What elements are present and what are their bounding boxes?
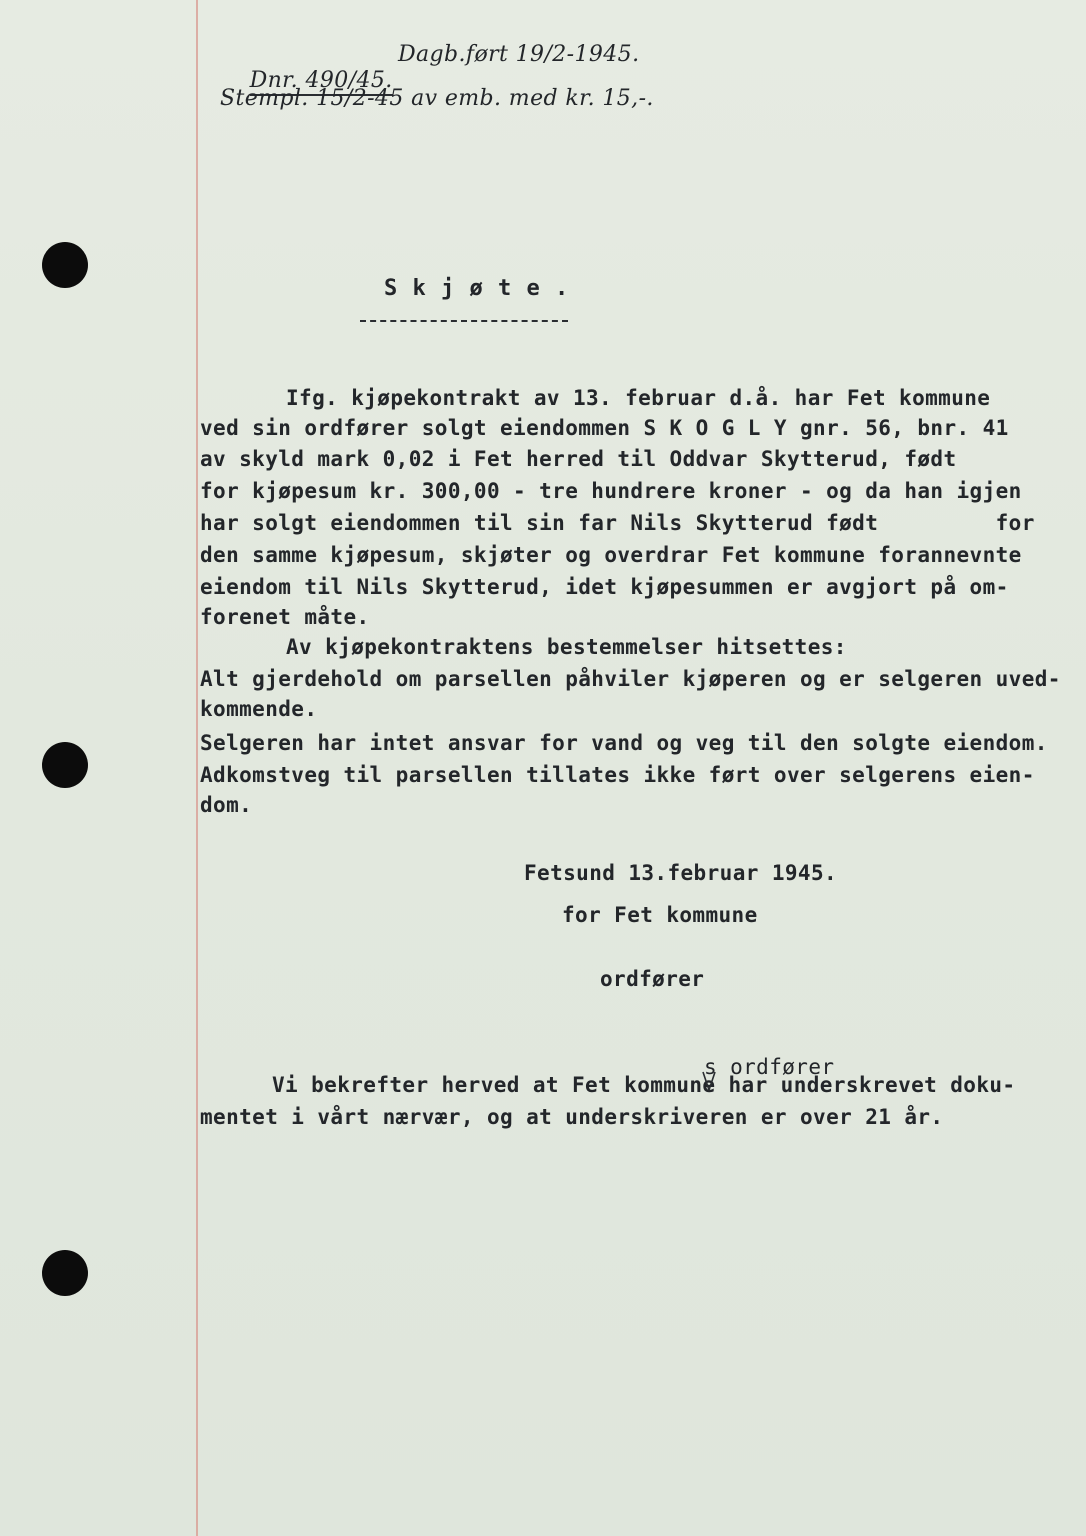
body-line-12: Selgeren har intet ansvar for vand og veg til den solgte eiendom. — [200, 731, 1048, 755]
body-line-3: av skyld mark 0,02 i Fet herred til Oddvar Skytterud, født — [200, 447, 957, 471]
body-line-2: ved sin ordfører solgt eiendommen S K O G L Y gnr. 56, bnr. 41 — [200, 416, 1009, 440]
body-line-7: eiendom til Nils Skytterud, idet kjøpesummen er avgjort på om- — [200, 575, 1009, 599]
margin-line — [196, 0, 198, 1536]
body-line-6: den samme kjøpesum, skjøter og overdrar Fet kommune forannevnte — [200, 543, 1022, 567]
punch-hole-top — [42, 242, 88, 288]
body-line-13: Adkomstveg til parsellen tillates ikke ført over selgerens eien- — [200, 763, 1035, 787]
body-line-11: kommende. — [200, 697, 318, 721]
attestation-line-2: mentet i vårt nærvær, og at underskriveren er over 21 år. — [200, 1105, 944, 1129]
header-dagb: Dagb.ført 19/2-1945. — [398, 42, 640, 67]
document-title: S k j ø t e . — [384, 276, 570, 301]
signature-place-date: Fetsund 13.februar 1945. — [524, 861, 838, 885]
body-line-10: Alt gjerdehold om parsellen påhviler kjøperen og er selgeren uved- — [200, 667, 1061, 691]
attestation-line-1: Vi bekrefter herved at Fet kommune har underskrevet doku- — [272, 1073, 1016, 1097]
body-line-5: har solgt eiendommen til sin far Nils Skytterud født for — [200, 511, 1035, 535]
signature-for: for Fet kommune — [562, 903, 758, 927]
signature-role: ordfører — [600, 967, 705, 991]
body-line-4: for kjøpesum kr. 300,00 - tre hundrere kroner - og da han igjen — [200, 479, 1022, 503]
punch-hole-middle — [42, 742, 88, 788]
header-dnr-text: Dnr. 490/45. — [250, 68, 393, 96]
body-line-9: Av kjøpekontraktens bestemmelser hitsettes: — [286, 635, 847, 659]
attestation-insert: s ordfører — [704, 1055, 835, 1079]
body-line-14: dom. — [200, 793, 253, 817]
punch-hole-bottom — [42, 1250, 88, 1296]
body-line-8: forenet måte. — [200, 605, 370, 629]
body-line-1: Ifg. kjøpekontrakt av 13. februar d.å. har Fet kommune — [286, 386, 991, 410]
title-rule — [360, 320, 568, 322]
header-stempel: Stempl. 15/2-45 av emb. med kr. 15,-. — [220, 86, 654, 111]
insertion-mark — [702, 1070, 716, 1092]
